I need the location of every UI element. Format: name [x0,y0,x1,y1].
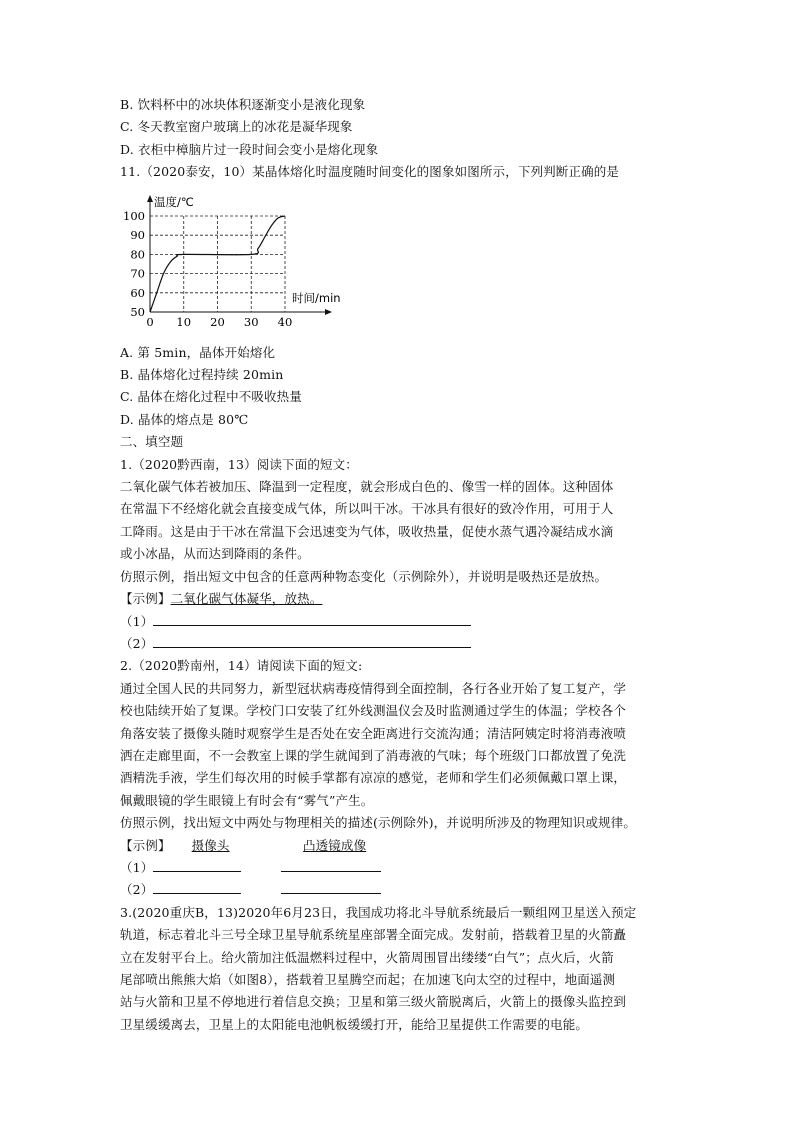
q2-example [120,835,680,857]
q1-passage-line: 二氧化碳气体若被加压、降温到一定程度，就会形成白色的、像雪一样的固体。这种固体 [120,479,614,495]
q1-example-answer: 二氧化碳气体凝华，放热。 [170,591,323,607]
q2-law-blank-2[interactable] [281,880,381,894]
q2-example-label: 【示例】 [120,837,171,853]
q11-stem: 11.（2020泰安，10）某晶体熔化时温度随时间变化的图象如图所示，下列判断正确的是 [120,164,620,180]
q3-passage-line: 卫星缓缓离去，卫星上的太阳能电池帆板缓缓打开，能给卫星提供工作需要的电能。 [120,1016,589,1032]
q10-option-d: D. 衣柜中樟脑片过一段时间会变小是熔化现象 [120,141,379,157]
q2-example-desc: 摄像头 [191,837,230,853]
document-page [120,94,680,1036]
y-tick-label: 90 [130,227,145,242]
q2-stem: 2.（2020黔南州，14）请阅读下面的短文: [120,658,363,674]
q1-example-label: 【示例】 [120,591,171,607]
q1-instruction: 仿照示例，指出短文中包含的任意两种物态变化（示例除外），并说明是吸热还是放热。 [120,568,608,584]
melting-curve-svg [120,190,360,338]
q1-blank-1-label: （1） [120,613,154,629]
x-tick-label: 30 [243,314,259,329]
q1-passage-line: 或小冰晶，从而达到降雨的条件。 [120,546,310,562]
q2-example-law: 凸透镜成像 [302,837,367,853]
q10-option-c: C. 冬天教室窗户玻璃上的冰花是凝华现象 [120,119,353,135]
q1-blank-2-row [120,633,680,655]
q2-blank-1-row [120,857,680,879]
q3-passage-line: 站与火箭和卫星不停地进行着信息交换；卫星和第三级火箭脱离后，火箭上的摄像头监控到 [120,994,627,1010]
q3-passage-line: 3.(2020重庆B，13)2020年6月23日，我国成功将北斗导航系统最后一颗组网卫星送入预定 [120,904,637,920]
y-tick-label: 60 [130,285,145,300]
q2-passage-line: 角落安装了摄像头随时观察学生是否处在安全距离进行交流沟通；清洁阿姨定时将消毒液喷 [120,725,627,741]
q11-option-c: C. 晶体在熔化过程中不吸收热量 [120,389,302,405]
x-axis-arrow [325,309,332,315]
q11-option-b: B. 晶体熔化过程持续 20min [120,367,284,383]
y-axis-label: 温度/℃ [154,194,194,209]
q1-example [120,588,680,610]
y-axis-arrow [147,195,153,202]
q2-desc-blank-2[interactable] [153,880,241,894]
q2-blank-2-label: （2） [120,882,154,898]
section-title: 二、填空题 [120,434,184,450]
q1-answer-blank-1[interactable] [153,612,471,626]
melting-curve-chart [120,190,360,338]
q2-passage-line: 洒在走廊里面，不一会教室上课的学生就闻到了消毒液的气味；每个班级门口都放置了免洗 [120,747,627,763]
x-tick-label: 0 [146,314,154,329]
q2-passage-line: 佩戴眼镜的学生眼镜上有时会有“雾气”产生。 [120,792,374,808]
q1-answer-blank-2[interactable] [153,634,471,648]
q2-passage-line: 酒精洗手液，学生们每次用的时候手掌都有凉凉的感觉，老师和学生们必须佩戴口罩上课， [120,770,627,786]
q2-passage-line: 通过全国人民的共同努力，新型冠状病毒疫情得到全面控制，各行各业开始了复工复产，学 [120,680,627,696]
q11-option-a: A. 第 5min，晶体开始熔化 [120,344,276,360]
q1-stem: 1.（2020黔西南，13）阅读下面的短文： [120,456,358,472]
y-tick-label: 70 [130,266,145,281]
q2-desc-blank-1[interactable] [153,858,241,872]
q11-option-d: D. 晶体的熔点是 80℃ [120,411,249,427]
q1-blank-2-label: （2） [120,635,154,651]
q2-blank-1-label: （1） [120,859,154,875]
x-tick-label: 40 [277,314,293,329]
x-tick-label: 10 [176,314,192,329]
q2-passage-line: 校也陆续开始了复课。学校门口安装了红外线测温仪会及时监测通过学生的体温；学校各个 [120,703,627,719]
q2-law-blank-1[interactable] [281,858,381,872]
y-tick-label: 50 [130,304,145,319]
y-tick-label: 100 [123,208,145,223]
q1-passage-line: 在常温下不经熔化就会直接变成气体，所以叫干冰。干冰具有很好的致冷作用，可用于人 [120,501,614,517]
q2-blank-2-row [120,879,680,901]
y-tick-label: 80 [130,247,145,262]
x-tick-label: 20 [210,314,225,329]
q3-passage-line: 立在发射平台上。给火箭加注低温燃料过程中，火箭周围冒出缕缕“白气”；点火后，火箭 [120,949,614,965]
q3-passage-line: 轨道，标志着北斗三号全球卫星导航系统星座部署全面完成。发射前，搭载着卫星的火箭矗 [120,927,627,943]
q3-passage-line: 尾部喷出熊熊大焰（如图8），搭载着卫星腾空而起；在加速飞向太空的过程中，地面遥测 [120,972,616,987]
q2-instruction: 仿照示例，找出短文中两处与物理相关的描述(示例除外)，并说明所涉及的物理知识或规律。 [120,815,637,831]
x-axis-label: 时间/min [292,290,341,305]
q10-option-b: B. 饮料杯中的冰块体积逐渐变小是液化现象 [120,97,366,112]
q1-passage-line: 工降雨。这是由于干冰在常温下会迅速变为气体，吸收热量，促使水蒸气遇冷凝结成水滴 [120,523,614,539]
q1-blank-1-row [120,611,680,633]
